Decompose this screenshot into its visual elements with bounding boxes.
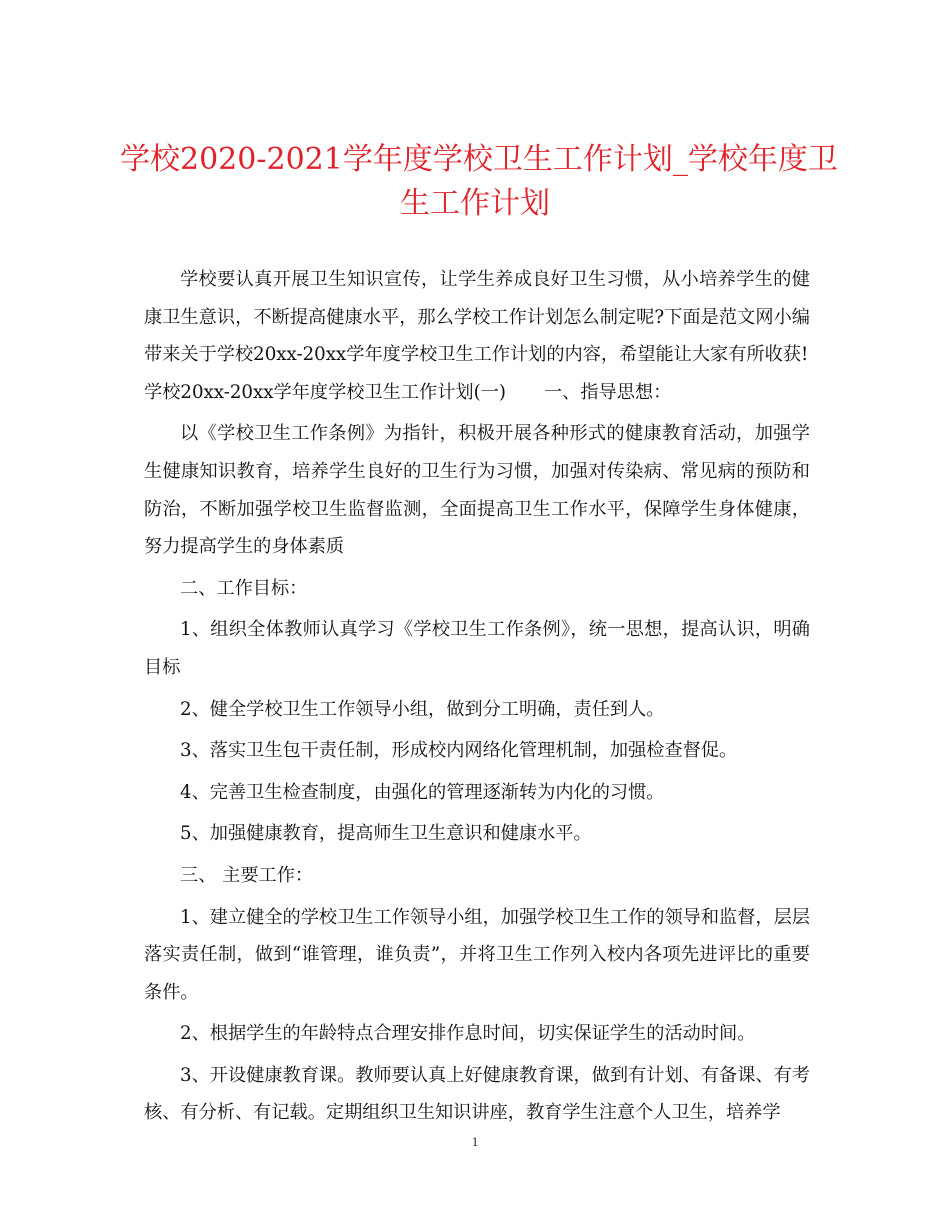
guide-heading: 一、指导思想： [543, 381, 672, 403]
work-item: 2、根据学生的年龄特点合理安排作息时间，切实保证学生的活动时间。 [180, 1023, 756, 1045]
document-title [120, 138, 838, 226]
page-number: 1 [471, 1134, 479, 1149]
goal-item: 5、加强健康教育，提高师生卫生意识和健康水平。 [180, 823, 592, 845]
goal-item: 4、完善卫生检查制度，由强化的管理逐渐转为内化的习惯。 [180, 781, 665, 803]
goal-item: 2、健全学校卫生工作领导小组，做到分工明确，责任到人。 [180, 698, 665, 720]
plan-heading: 学校20xx-20xx学年度学校卫生工作计划(一) [144, 381, 506, 403]
work-item: 1、建立健全的学校卫生工作领导小组，加强学校卫生工作的领导和监督，层层落实责任制，做到“谁管理，谁负责”，并将卫生工作列入校内各项先进评比的重要条件。 [144, 906, 810, 1003]
document-body [144, 261, 810, 1132]
plan-heading-line [144, 374, 810, 412]
goal-item: 3、落实卫生包干责任制，形成校内网络化管理机制，加强检查督促。 [180, 740, 738, 762]
intro-paragraph: 学校要认真开展卫生知识宣传，让学生养成良好卫生习惯，从小培养学生的健康卫生意识，不断提高健康水平，那么学校工作计划怎么制定呢?下面是范文网小编带来关于学校20xx-20xx学年度学校卫生工作计划的内容，希望能让大家有所收获! [144, 269, 810, 366]
goal-item: 1、组织全体教师认真学习《学校卫生工作条例》，统一思想，提高认识，明确目标 [144, 619, 810, 678]
goals-heading: 二、工作目标： [180, 577, 308, 599]
title-line-2: 生工作计划 [400, 186, 550, 221]
work-heading: 三、 主要工作： [180, 864, 314, 886]
work-item: 3、开设健康教育课。教师要认真上好健康教育课，做到有计划、有备课、有考核、有分析、有记载。定期组织卫生知识讲座，教育学生注意个人卫生，培养学 [144, 1064, 810, 1124]
guide-paragraph: 以《学校卫生工作条例》为指针，积极开展各种形式的健康教育活动，加强学生健康知识教育，培养学生良好的卫生行为习惯，加强对传染病、常见病的预防和防治，不断加强学校卫生监督监测，全面提高卫生工作水平，保障学生身体健康，努力提高学生的身体素质 [144, 423, 810, 558]
title-line-1: 学校2020-2021学年度学校卫生工作计划_学校年度卫 [120, 142, 838, 177]
